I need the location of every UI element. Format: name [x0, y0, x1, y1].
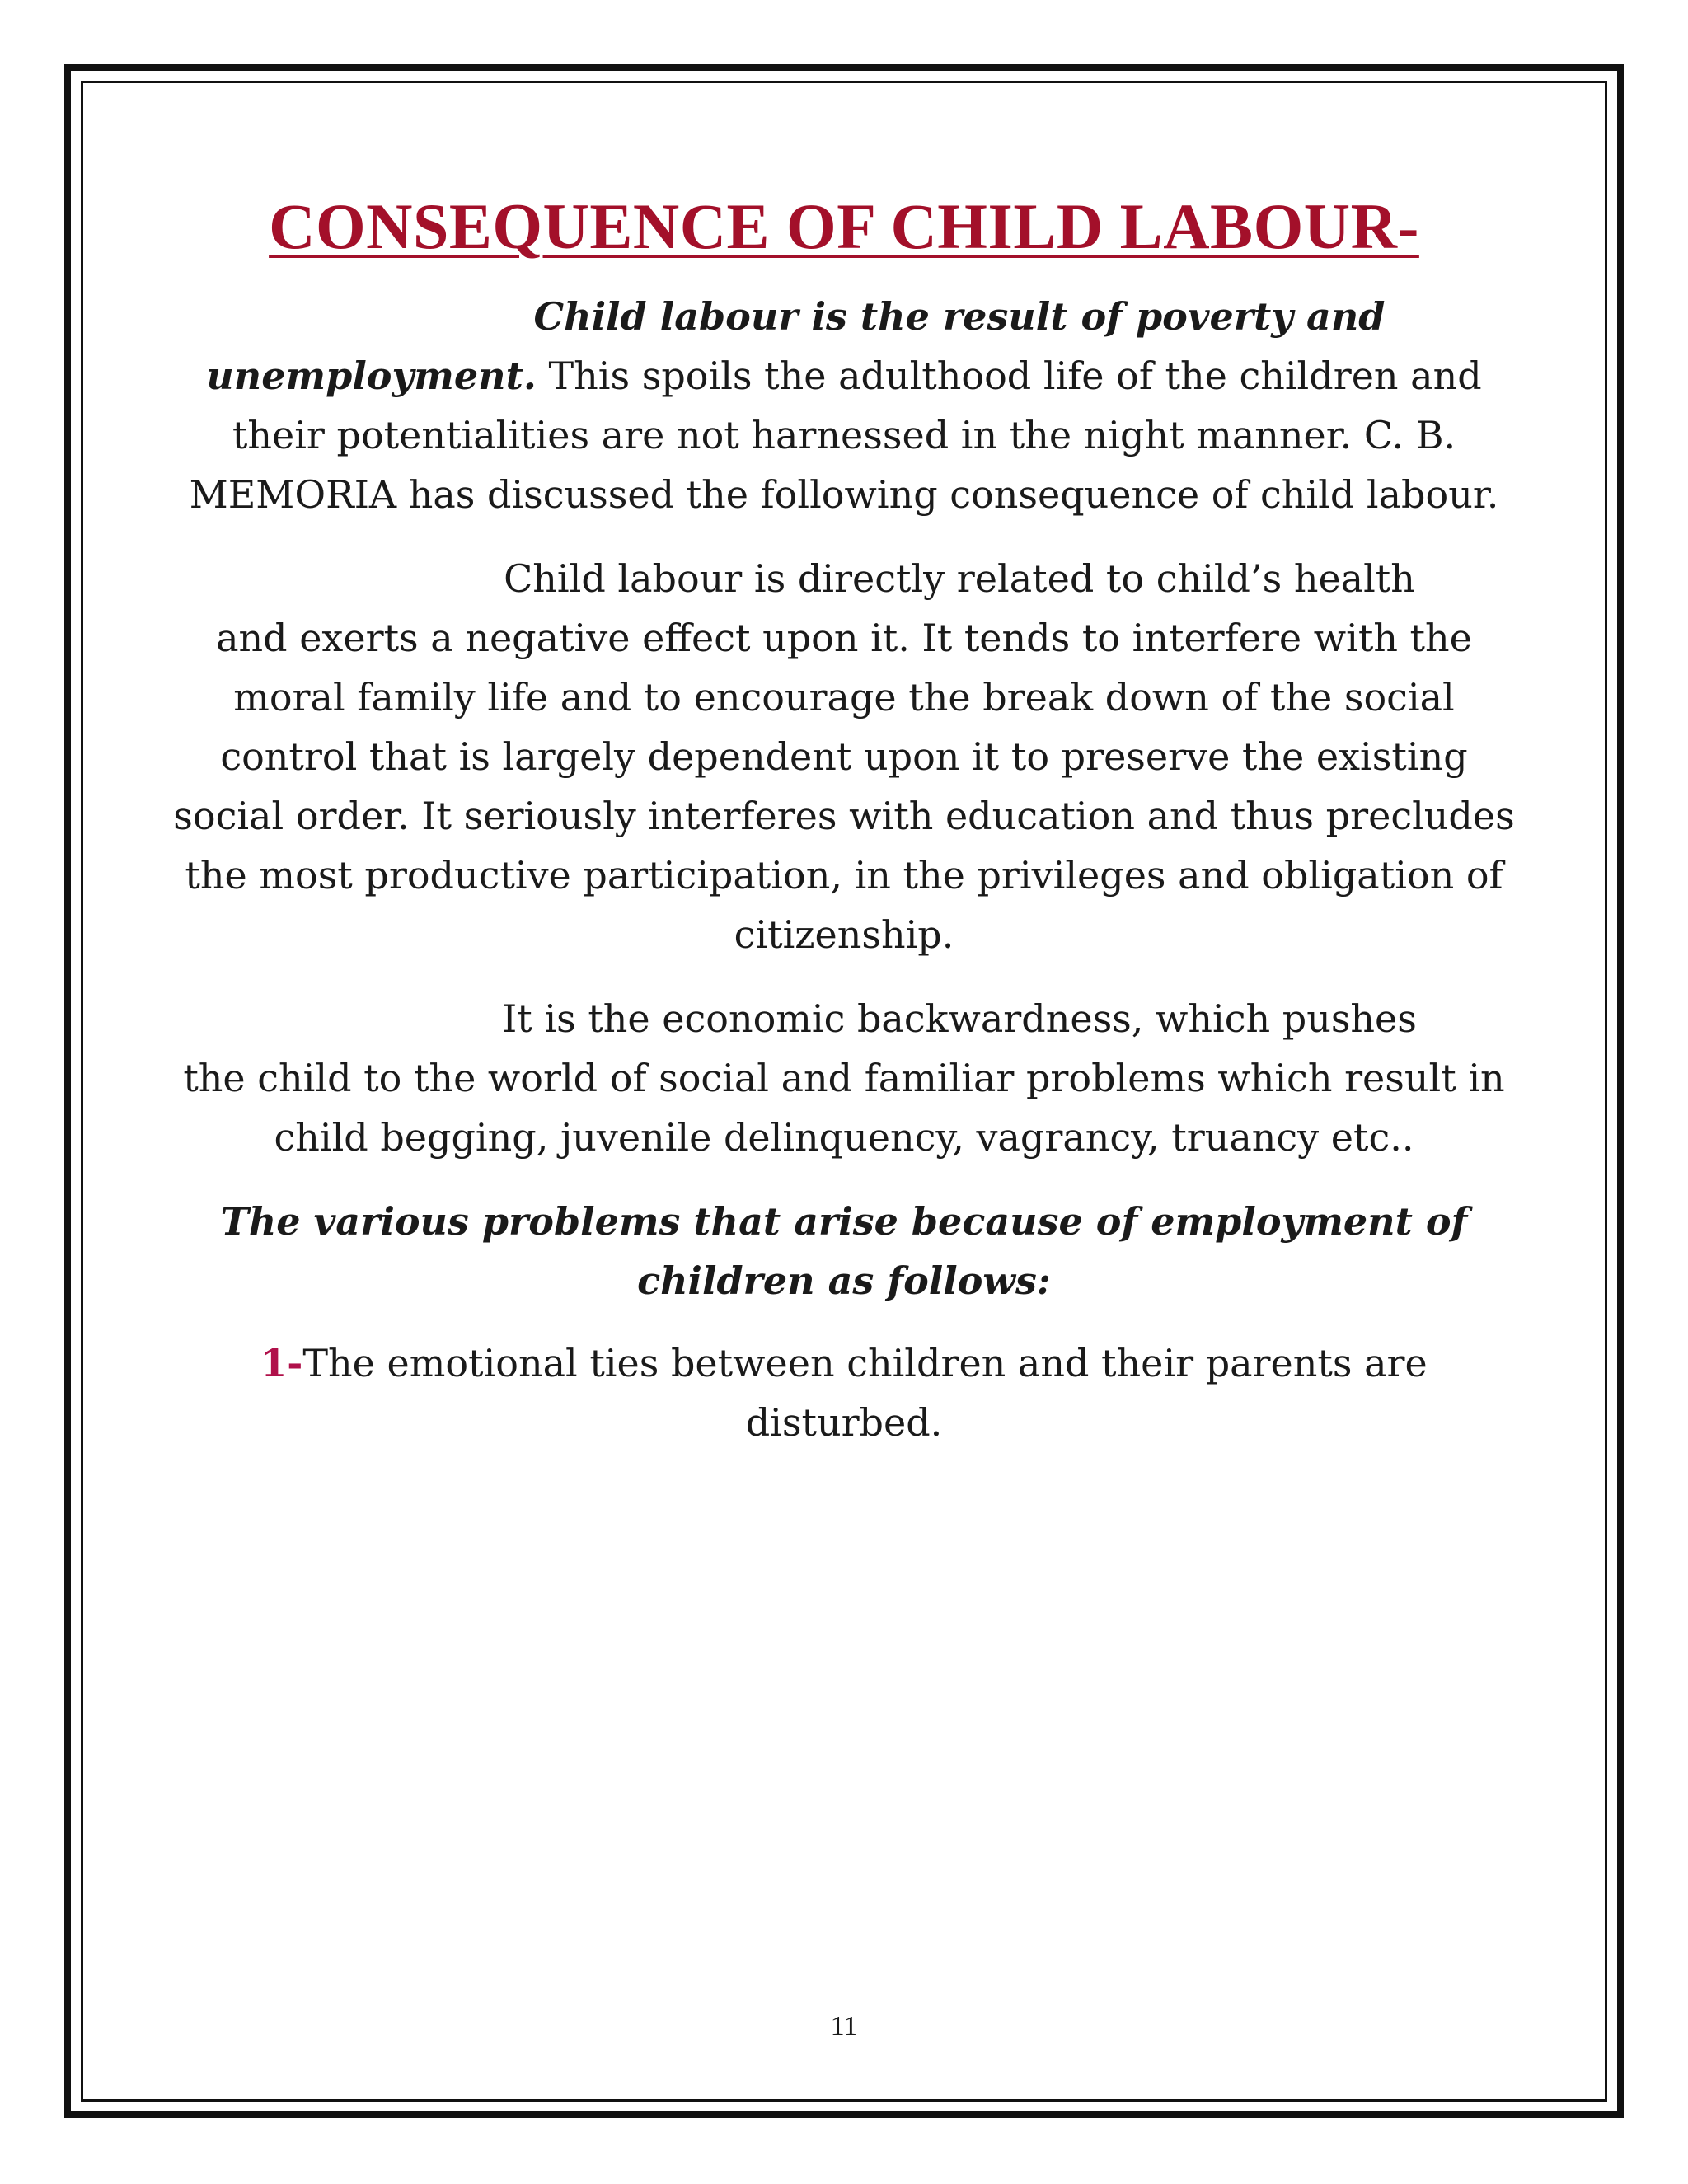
document-body — [165, 190, 1523, 1452]
paragraph-health — [165, 549, 1523, 964]
paragraph-economic-first-line: It is the economic backwardness, which pushes — [502, 996, 1417, 1041]
list-item — [165, 1333, 1523, 1452]
document-title: CONSEQUENCE OF CHILD LABOUR- — [269, 190, 1419, 262]
page-number: 11 — [830, 2011, 858, 2041]
paragraph-poverty-bold-lead: unemployment. — [206, 354, 537, 398]
paragraph-health-first-line: Child labour is directly related to child’s health — [504, 556, 1415, 601]
problems-heading: The various problems that arise because of employment of children as follows: — [220, 1199, 1468, 1303]
paragraph-economic — [165, 989, 1523, 1167]
paragraph-economic-text: the child to the world of social and familiar problems which result in child begging, juvenile delinquency, vagrancy, truancy etc.. — [183, 1056, 1505, 1160]
list-item-number: 1- — [260, 1341, 303, 1385]
paragraph-poverty — [165, 287, 1523, 524]
paragraph-health-text: and exerts a negative effect upon it. It tends to interfere with the moral family life and to encourage the break down of the social control that is largely dependent upon it to preserve the existing social order. It seriously interferes with education and thus precludes the most productive participation, in the privileges and obligation of citizenship. — [173, 616, 1515, 957]
paragraph-poverty-bold-line: Child labour is the result of poverty and — [533, 294, 1386, 339]
paragraph-poverty-text: This spoils the adulthood life of the children and their potentialities are not harnessed in the night manner. C. B. MEMORIA has discussed the following consequence of child labour. — [189, 354, 1499, 517]
list-item-text: The emotional ties between children and their parents are disturbed. — [302, 1341, 1428, 1445]
